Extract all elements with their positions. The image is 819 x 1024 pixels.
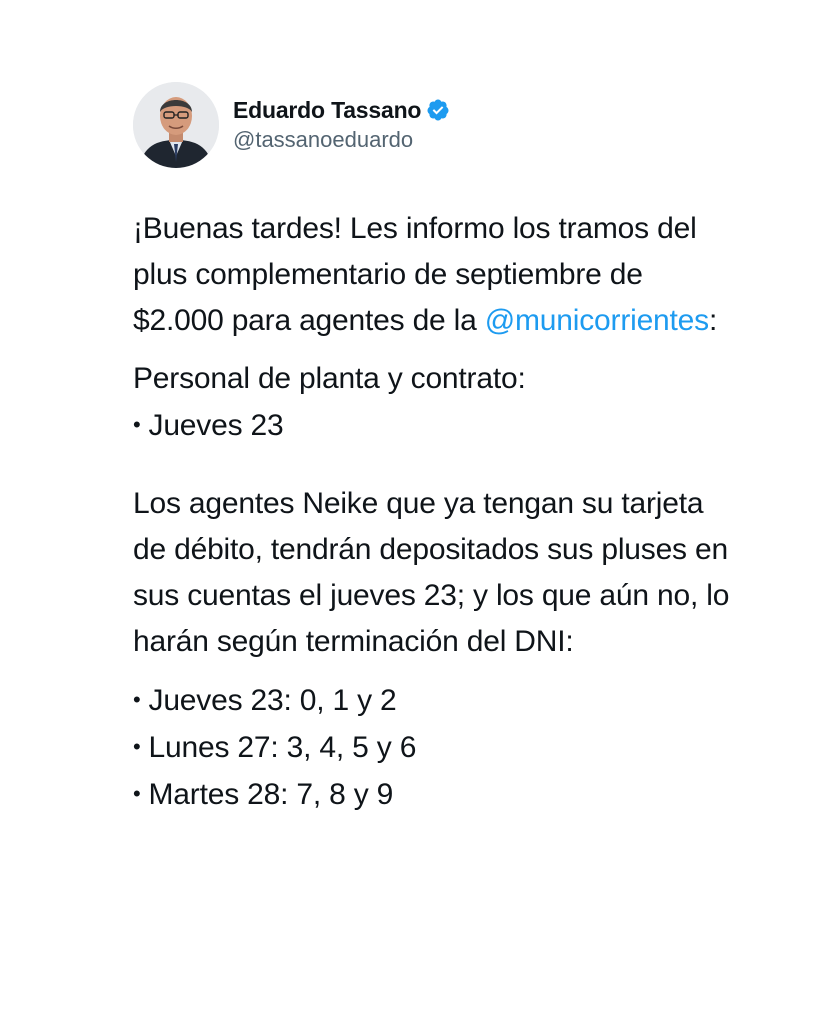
tweet-text bbox=[133, 206, 733, 818]
schedule-item bbox=[133, 771, 733, 818]
intro-paragraph bbox=[133, 206, 733, 344]
name-row bbox=[233, 96, 450, 124]
intro-colon: : bbox=[708, 304, 718, 337]
staff-bullet-text: Jueves 23 bbox=[148, 409, 284, 442]
bullet-glyph: • bbox=[133, 781, 141, 806]
schedule-item bbox=[133, 724, 733, 771]
staff-bullet-item bbox=[133, 402, 733, 449]
tweet-card bbox=[133, 80, 733, 818]
author-names bbox=[233, 96, 450, 154]
verified-badge-icon bbox=[426, 98, 450, 122]
avatar-image bbox=[133, 82, 219, 168]
staff-paragraph bbox=[133, 356, 733, 449]
display-name[interactable]: Eduardo Tassano bbox=[233, 97, 422, 123]
tweet-header bbox=[133, 80, 733, 170]
intro-text: ¡Buenas tardes! Les informo los tramos del plus complementario de septiembre de $2.000 para agentes de la bbox=[133, 212, 697, 337]
neike-paragraph: Los agentes Neike que ya tengan su tarjeta de débito, tendrán depositados sus pluses en sus cuentas el jueves 23; y los que aún no, lo harán según terminación del DNI: bbox=[133, 487, 730, 658]
profile-avatar[interactable] bbox=[133, 82, 219, 168]
schedule-item bbox=[133, 677, 733, 724]
schedule-item-text: Lunes 27: 3, 4, 5 y 6 bbox=[148, 731, 417, 764]
staff-heading: Personal de planta y contrato: bbox=[133, 362, 526, 395]
schedule-item-text: Martes 28: 7, 8 y 9 bbox=[148, 778, 394, 811]
schedule-item-text: Jueves 23: 0, 1 y 2 bbox=[148, 684, 397, 717]
bullet-glyph: • bbox=[133, 687, 141, 712]
mention-link[interactable]: @municorrientes bbox=[484, 304, 709, 337]
bullet-glyph: • bbox=[133, 734, 141, 759]
schedule-list bbox=[133, 677, 733, 818]
author-handle[interactable]: @tassanoeduardo bbox=[233, 127, 414, 152]
bullet-glyph: • bbox=[133, 412, 141, 437]
